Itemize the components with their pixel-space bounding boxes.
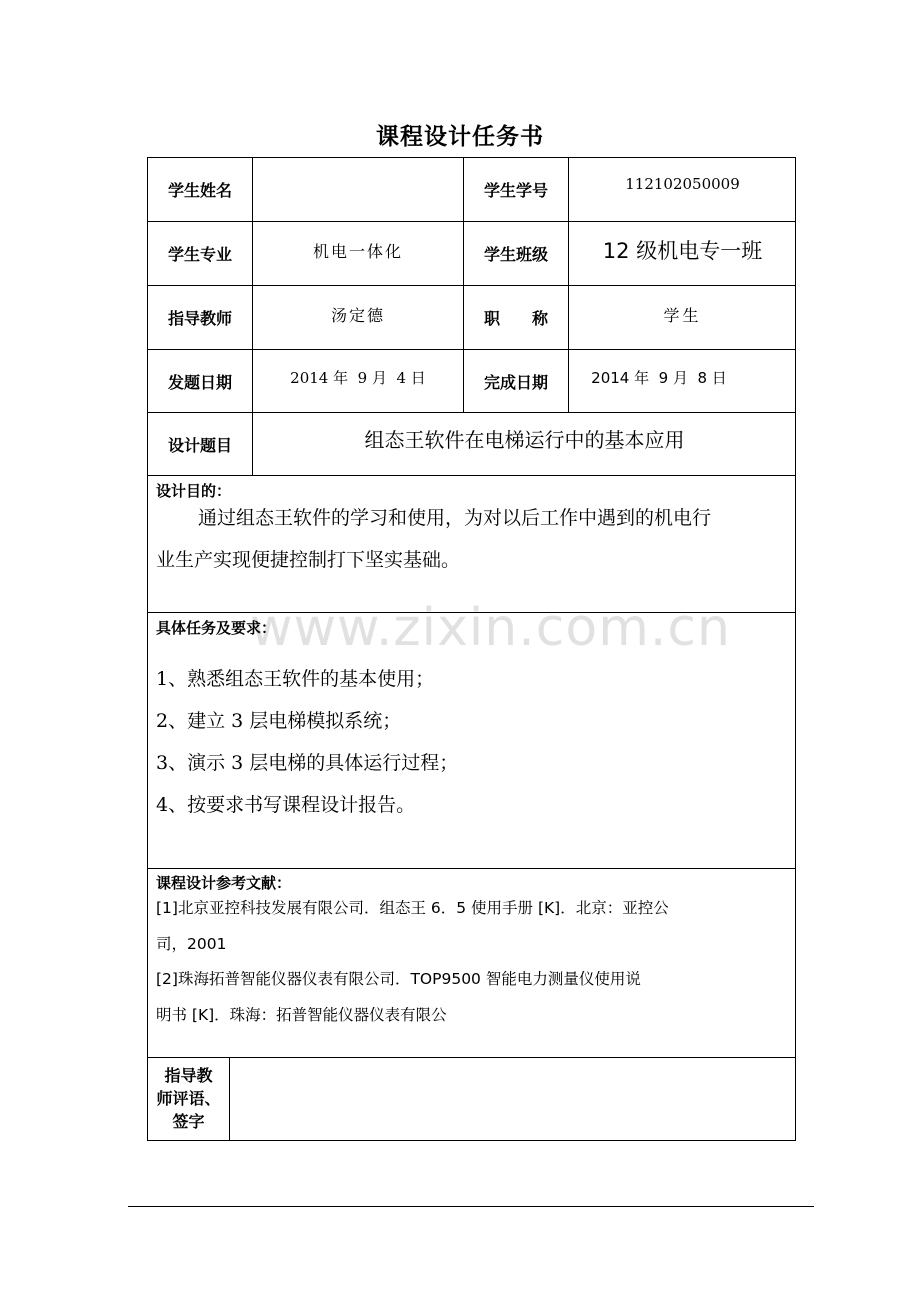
purpose-line-1: 通过组态王软件的学习和使用，为对以后工作中遇到的机电行	[198, 507, 712, 529]
finish-date-value: 2014 年 9 月 8 日	[591, 369, 727, 387]
comments-label-line: 师评语、	[156, 1089, 221, 1108]
topic-label: 设计题目	[167, 435, 232, 455]
student-id-label: 学生学号	[483, 181, 548, 200]
class-label: 学生班级	[483, 245, 548, 264]
advisor-label: 指导教师	[167, 309, 232, 328]
task-item: 1、熟悉组态王软件的基本使用；	[156, 668, 435, 690]
issue-date-label: 发题日期	[167, 372, 232, 392]
reference-line: 司，2001	[156, 935, 227, 953]
job-title-value: 学生	[663, 306, 702, 325]
reference-line: [1]北京亚控科技发展有限公司．组态王 6．5 使用手册 [K]．北京：亚控公	[156, 899, 669, 917]
row-divider	[147, 475, 796, 476]
reference-line: [2]珠海拓普智能仪器仪表有限公司．TOP9500 智能电力测量仪使用说	[156, 970, 641, 988]
major-value: 机电一体化	[312, 242, 403, 261]
page-title: 课程设计任务书	[376, 124, 544, 150]
tasks-heading: 具体任务及要求：	[156, 619, 277, 637]
major-label: 学生专业	[167, 245, 232, 264]
student-id-value: 112102050009	[625, 175, 740, 193]
topic-value: 组态王软件在电梯运行中的基本应用	[364, 428, 685, 452]
advisor-value: 汤定德	[330, 306, 385, 325]
student-name-value	[253, 158, 463, 221]
job-title-label: 职 称	[483, 309, 548, 328]
purpose-heading: 设计目的：	[156, 482, 232, 500]
references-heading: 课程设计参考文献：	[156, 874, 292, 892]
comments-label	[148, 1064, 229, 1133]
task-item: 4、按要求书写课程设计报告。	[156, 794, 416, 816]
footer-divider	[128, 1206, 814, 1207]
issue-date-value: 2014 年 9 月 4 日	[290, 369, 426, 387]
reference-line: 明书 [K]．珠海：拓普智能仪器仪表有限公	[156, 1006, 447, 1024]
watermark-text: www.zixin.com.cn	[250, 598, 731, 658]
comments-field[interactable]	[230, 1058, 795, 1140]
row-divider	[147, 868, 796, 869]
finish-date-label: 完成日期	[483, 372, 548, 392]
purpose-line-2: 业生产实现便捷控制打下坚实基础。	[156, 549, 461, 571]
class-value: 12 级机电专一班	[602, 239, 763, 263]
task-item: 2、建立 3 层电梯模拟系统；	[156, 710, 402, 732]
comments-label-line: 签字	[172, 1112, 205, 1131]
student-name-label: 学生姓名	[167, 181, 232, 200]
comments-label-line: 指导教	[164, 1066, 213, 1085]
task-item: 3、演示 3 层电梯的具体运行过程；	[156, 752, 459, 774]
